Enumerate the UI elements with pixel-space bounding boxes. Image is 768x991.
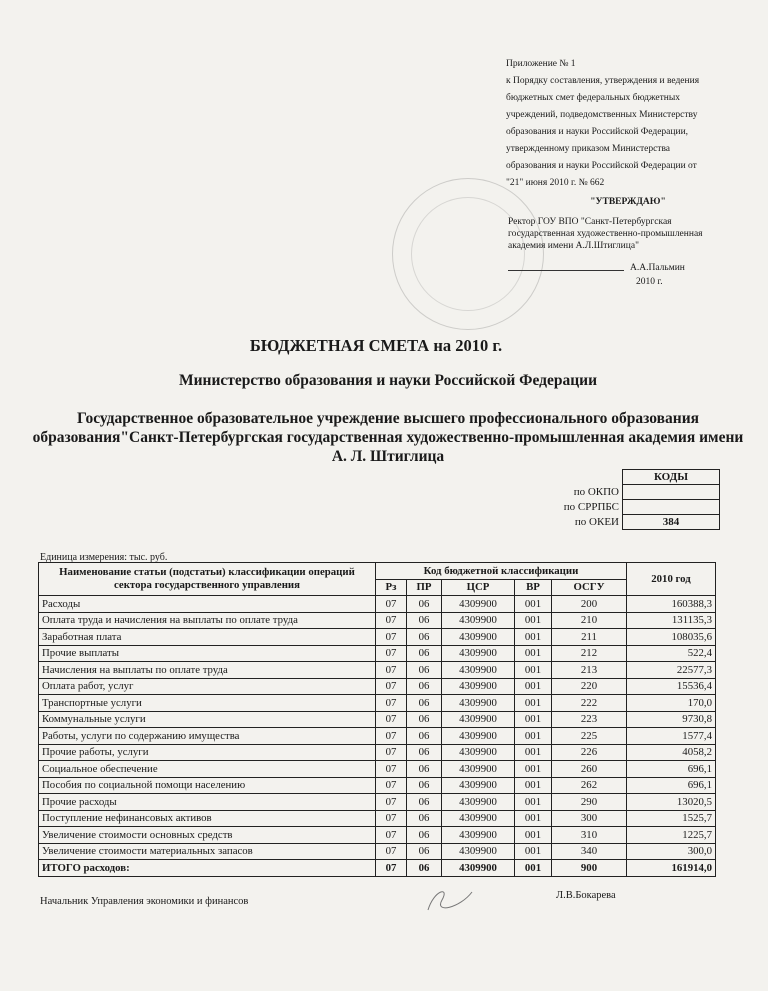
table-row [39,827,716,844]
code-label: по ОКПО [573,486,619,498]
table-cell-csr: 4309900 [442,695,515,712]
table-cell-value: 108035,6 [627,629,716,646]
appendix-line: "21" июня 2010 г. № 662 [506,178,605,188]
institution-title: Государственное образовательное учреждение высшего профессионального образования образования"Санкт-Петербургская государственная художественно-промышленная академия имени А. Л. Штиглица [32,410,744,465]
code-label: по ОКЕИ [574,516,619,528]
table-cell-csr: 4309900 [442,761,515,778]
table-cell-pr: 06 [407,629,442,646]
table-cell-rz: 07 [376,612,407,629]
budget-table [38,562,716,877]
table-cell-pr: 06 [407,843,442,860]
table-cell-pr: 06 [407,678,442,695]
table-cell-pr: 06 [407,761,442,778]
table-cell-csr: 4309900 [442,777,515,794]
table-cell-csr: 4309900 [442,810,515,827]
code-label: по СРРПБС [563,501,619,513]
table-cell-name: Пособия по социальной помощи населению [39,777,376,794]
table-cell-rz: 07 [376,744,407,761]
table-row [39,678,716,695]
table-cell-pr: 06 [407,596,442,613]
table-cell-pr: 06 [407,695,442,712]
table-row [39,794,716,811]
table-cell-rz: 07 [376,728,407,745]
document-title: БЮДЖЕТНАЯ СМЕТА на 2010 г. [249,336,503,355]
table-cell-value: 15536,4 [627,678,716,695]
total-cell-vr: 001 [515,860,552,877]
table-cell-rz: 07 [376,596,407,613]
table-cell-rz: 07 [376,645,407,662]
table-cell-name: Заработная плата [39,629,376,646]
appendix-line: Приложение № 1 [506,59,576,69]
table-cell-pr: 06 [407,728,442,745]
footer-name: Л.В.Бокарева [556,890,616,901]
table-cell-value: 1225,7 [627,827,716,844]
table-cell-rz: 07 [376,678,407,695]
table-cell-pr: 06 [407,744,442,761]
table-cell-value: 1577,4 [627,728,716,745]
approval-line: Ректор ГОУ ВПО "Санкт-Петербургская [508,217,672,227]
table-cell-vr: 001 [515,843,552,860]
table-row [39,662,716,679]
table-cell-osgu: 211 [552,629,627,646]
table-cell-osgu: 300 [552,810,627,827]
table-row [39,645,716,662]
signature-scribble [420,880,480,920]
table-cell-osgu: 310 [552,827,627,844]
table-row [39,744,716,761]
table-cell-osgu: 213 [552,662,627,679]
total-cell-value: 161914,0 [627,860,716,877]
table-cell-pr: 06 [407,612,442,629]
table-cell-name: Оплата труда и начисления на выплаты по оплате труда [39,612,376,629]
table-cell-vr: 001 [515,761,552,778]
table-cell-vr: 001 [515,645,552,662]
table-cell-pr: 06 [407,662,442,679]
table-cell-name: Прочие выплаты [39,645,376,662]
table-row [39,810,716,827]
table-cell-pr: 06 [407,711,442,728]
table-cell-vr: 001 [515,810,552,827]
table-cell-rz: 07 [376,629,407,646]
table-cell-name: Увеличение стоимости основных средств [39,827,376,844]
table-row [39,711,716,728]
table-cell-csr: 4309900 [442,827,515,844]
unit-of-measure: Единица измерения: тыс. руб. [40,552,168,563]
code-value: 384 [623,515,720,530]
table-cell-csr: 4309900 [442,728,515,745]
table-cell-name: Работы, услуги по содержанию имущества [39,728,376,745]
table-cell-name: Прочие расходы [39,794,376,811]
table-cell-name: Прочие работы, услуги [39,744,376,761]
sub-header: ЦСР [442,579,515,596]
table-cell-vr: 001 [515,629,552,646]
table-cell-rz: 07 [376,827,407,844]
table-cell-osgu: 222 [552,695,627,712]
approval-block [508,196,728,288]
header-year: 2010 год [627,563,716,596]
table-cell-name: Социальное обеспечение [39,761,376,778]
table-cell-csr: 4309900 [442,629,515,646]
table-cell-vr: 001 [515,662,552,679]
table-cell-pr: 06 [407,827,442,844]
table-cell-name: Транспортные услуги [39,695,376,712]
appendix-note [506,56,726,192]
table-row [39,777,716,794]
table-cell-csr: 4309900 [442,662,515,679]
appendix-line: утвержденному приказом Министерства [506,144,671,154]
appendix-line: образования и науки Российской Федерации от [506,161,697,171]
table-cell-osgu: 260 [552,761,627,778]
table-cell-vr: 001 [515,744,552,761]
table-row [39,728,716,745]
table-row [39,596,716,613]
table-cell-name: Коммунальные услуги [39,711,376,728]
table-cell-pr: 06 [407,810,442,827]
ministry-title: Министерство образования и науки Российской Федерации [178,372,598,389]
table-cell-csr: 4309900 [442,744,515,761]
approval-line: государственная художественно-промышленная [508,229,703,239]
sub-header: ВР [515,579,552,596]
sub-header: ОСГУ [552,579,627,596]
total-cell-csr: 4309900 [442,860,515,877]
table-cell-osgu: 340 [552,843,627,860]
table-cell-vr: 001 [515,777,552,794]
table-cell-vr: 001 [515,596,552,613]
table-cell-csr: 4309900 [442,612,515,629]
appendix-line: образования и науки Российской Федерации, [506,127,689,137]
table-cell-osgu: 262 [552,777,627,794]
header-code: Код бюджетной классификации [376,563,627,580]
code-value [623,500,720,515]
table-cell-rz: 07 [376,843,407,860]
total-cell-osgu: 900 [552,860,627,877]
table-cell-vr: 001 [515,827,552,844]
table-cell-csr: 4309900 [442,645,515,662]
table-cell-value: 170,0 [627,695,716,712]
table-cell-osgu: 200 [552,596,627,613]
appendix-line: бюджетных смет федеральных бюджетных [506,93,680,103]
table-cell-osgu: 212 [552,645,627,662]
total-cell-pr: 06 [407,860,442,877]
table-cell-name: Увеличение стоимости материальных запасов [39,843,376,860]
table-row [39,612,716,629]
table-row [39,629,716,646]
table-cell-value: 9730,8 [627,711,716,728]
total-cell-name: ИТОГО расходов: [39,860,376,877]
table-cell-csr: 4309900 [442,843,515,860]
table-cell-osgu: 290 [552,794,627,811]
table-cell-vr: 001 [515,695,552,712]
rector-name: А.А.Пальмин [630,263,685,273]
sub-header: Рз [376,579,407,596]
table-cell-value: 22577,3 [627,662,716,679]
total-row [39,860,716,877]
table-cell-vr: 001 [515,678,552,695]
table-cell-pr: 06 [407,794,442,811]
total-cell-rz: 07 [376,860,407,877]
appendix-line: учреждений, подведомственных Министерству [506,110,698,120]
table-cell-osgu: 226 [552,744,627,761]
table-cell-osgu: 210 [552,612,627,629]
code-value [623,485,720,500]
table-cell-value: 131135,3 [627,612,716,629]
table-cell-vr: 001 [515,728,552,745]
codes-header: КОДЫ [623,470,720,485]
table-row [39,695,716,712]
table-cell-rz: 07 [376,794,407,811]
table-cell-pr: 06 [407,777,442,794]
table-cell-value: 4058,2 [627,744,716,761]
table-cell-value: 522,4 [627,645,716,662]
table-cell-csr: 4309900 [442,596,515,613]
table-row [39,843,716,860]
codes-block [560,469,720,530]
table-cell-rz: 07 [376,711,407,728]
table-cell-rz: 07 [376,761,407,778]
table-cell-pr: 06 [407,645,442,662]
table-cell-vr: 001 [515,711,552,728]
table-cell-name: Поступление нефинансовых активов [39,810,376,827]
table-cell-name: Расходы [39,596,376,613]
table-cell-value: 1525,7 [627,810,716,827]
table-cell-value: 696,1 [627,761,716,778]
table-cell-vr: 001 [515,794,552,811]
table-cell-vr: 001 [515,612,552,629]
table-cell-rz: 07 [376,695,407,712]
table-cell-osgu: 225 [552,728,627,745]
footer-position: Начальник Управления экономики и финансов [40,896,249,907]
approval-title: "УТВЕРЖДАЮ" [590,197,666,207]
table-cell-name: Начисления на выплаты по оплате труда [39,662,376,679]
table-cell-rz: 07 [376,662,407,679]
table-cell-value: 13020,5 [627,794,716,811]
approval-line: академия имени А.Л.Штиглица" [508,241,639,251]
table-cell-value: 160388,3 [627,596,716,613]
rector-signature [508,258,728,288]
table-cell-rz: 07 [376,777,407,794]
table-cell-osgu: 220 [552,678,627,695]
appendix-line: к Порядку составления, утверждения и ведения [506,76,700,86]
table-row [39,761,716,778]
table-cell-value: 696,1 [627,777,716,794]
approval-year: 2010 г. [636,277,663,287]
table-cell-csr: 4309900 [442,794,515,811]
table-cell-csr: 4309900 [442,711,515,728]
table-cell-rz: 07 [376,810,407,827]
table-cell-osgu: 223 [552,711,627,728]
table-cell-name: Оплата работ, услуг [39,678,376,695]
table-cell-csr: 4309900 [442,678,515,695]
header-name: Наименование статьи (подстатьи) классификации операций сектора государственного управления [39,563,376,596]
table-cell-value: 300,0 [627,843,716,860]
sub-header: ПР [407,579,442,596]
